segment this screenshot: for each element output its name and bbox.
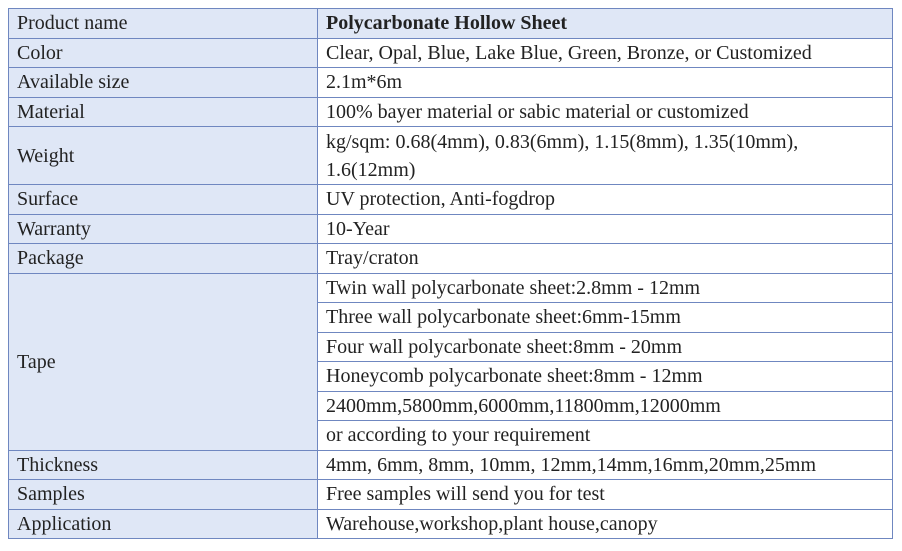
tape-value: Four wall polycarbonate sheet:8mm - 20mm (318, 332, 893, 362)
tape-value: 2400mm,5800mm,6000mm,11800mm,12000mm (318, 391, 893, 421)
row-label-material: Material (9, 97, 318, 127)
table-row-product-name (9, 9, 893, 39)
row-label-samples: Samples (9, 480, 318, 510)
table-row-surface (9, 185, 893, 215)
tape-value: Three wall polycarbonate sheet:6mm-15mm (318, 303, 893, 333)
table-row-color (9, 38, 893, 68)
table-row-thickness (9, 450, 893, 480)
table-row-application (9, 509, 893, 539)
row-label-color: Color (9, 38, 318, 68)
row-label-tape: Tape (9, 273, 318, 450)
product-name-value: Polycarbonate Hollow Sheet (318, 9, 893, 39)
tape-value: Twin wall polycarbonate sheet:2.8mm - 12mm (318, 273, 893, 303)
table-row-weight (9, 127, 893, 185)
table-row-package (9, 244, 893, 274)
row-label-package: Package (9, 244, 318, 274)
application-value: Warehouse,workshop,plant house,canopy (318, 509, 893, 539)
table-row-warranty (9, 214, 893, 244)
table-row-samples (9, 480, 893, 510)
table-row-tape (9, 273, 893, 303)
row-label-size: Available size (9, 68, 318, 98)
table-row-size (9, 68, 893, 98)
material-value: 100% bayer material or sabic material or customized (318, 97, 893, 127)
package-value: Tray/craton (318, 244, 893, 274)
warranty-value: 10-Year (318, 214, 893, 244)
row-label-weight: Weight (9, 127, 318, 185)
samples-value: Free samples will send you for test (318, 480, 893, 510)
tape-value: Honeycomb polycarbonate sheet:8mm - 12mm (318, 362, 893, 392)
product-spec-table (8, 8, 893, 539)
row-label-application: Application (9, 509, 318, 539)
color-value: Clear, Opal, Blue, Lake Blue, Green, Bronze, or Customized (318, 38, 893, 68)
surface-value: UV protection, Anti-fogdrop (318, 185, 893, 215)
table-row-material (9, 97, 893, 127)
row-label-surface: Surface (9, 185, 318, 215)
weight-value: kg/sqm: 0.68(4mm), 0.83(6mm), 1.15(8mm), 1.35(10mm), 1.6(12mm) (318, 127, 893, 185)
row-label-thickness: Thickness (9, 450, 318, 480)
thickness-value: 4mm, 6mm, 8mm, 10mm, 12mm,14mm,16mm,20mm,25mm (318, 450, 893, 480)
row-label-warranty: Warranty (9, 214, 318, 244)
row-label-product-name: Product name (9, 9, 318, 39)
tape-value: or according to your requirement (318, 421, 893, 451)
size-value: 2.1m*6m (318, 68, 893, 98)
